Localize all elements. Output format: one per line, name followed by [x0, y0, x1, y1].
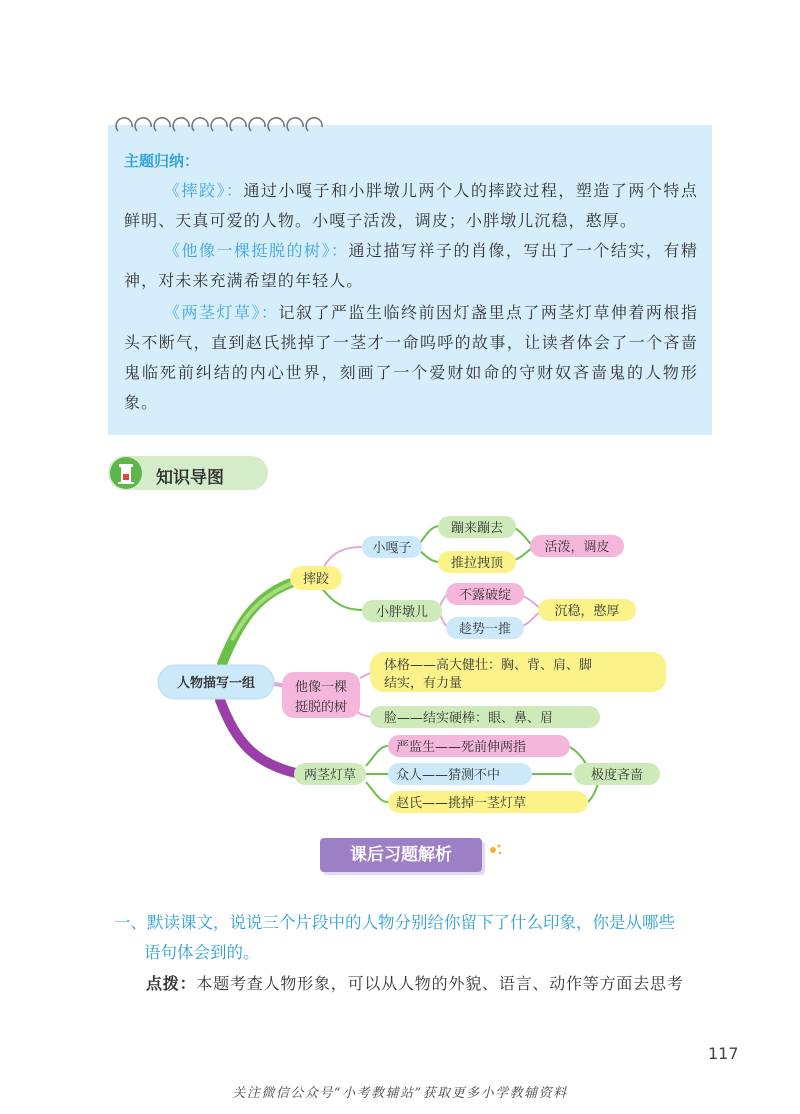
node-xiaopang-label: 小胖墩儿	[375, 605, 429, 620]
section-title: 知识导图	[156, 468, 224, 488]
node-lian-label: 脸——结实硬棒：眼、鼻、眉	[384, 711, 554, 726]
node-root-label: 人物描写一组	[176, 676, 256, 691]
question-line-1: 默读课文，说说三个片段中的人物分别给你留下了什么印象，你是从哪些	[147, 913, 675, 932]
exercise-banner	[320, 838, 482, 872]
question-1	[114, 908, 724, 968]
node-chenwen-label: 沉稳，憨厚	[554, 604, 620, 619]
node-jidu-label: 极度吝啬	[590, 768, 644, 783]
node-chenshi-label: 趁势一推	[458, 622, 512, 637]
node-huopo-label: 活泼，调皮	[544, 540, 610, 555]
stem-shuaijiao	[222, 580, 300, 664]
book-title: 《摔跤》：	[164, 181, 244, 200]
node-benglai-label: 蹦来蹦去	[450, 521, 504, 536]
question-number: 一、	[114, 913, 147, 932]
node-tree-label-1: 他像一棵	[294, 680, 348, 695]
summary-item-shuaijiao	[124, 176, 698, 236]
hint-text: 本题考查人物形象，可以从人物的外貌、语言、动作等方面去思考	[196, 974, 684, 993]
summary-text: 记叙了严监生临终前因灯盏里点了两茎灯草伸着两根指头不断气，直到赵氏挑掉了一茎才一命呜呼的故事，让读者体会了一个吝啬鬼临死前纠结的内心世界，刻画了一个爱财如命的守财奴吝啬鬼的人物形象。	[124, 303, 699, 412]
summary-title: 主题归纳：	[124, 152, 200, 170]
book-title: 《两茎灯草》：	[164, 303, 279, 322]
node-tige-label-2: 结实，有力量	[384, 676, 463, 691]
node-xiaogazi-label: 小嘎子	[372, 541, 412, 556]
node-yanjiansheng-label: 严监生——死前伸两指	[396, 740, 527, 755]
summary-item-tree	[124, 236, 698, 296]
book-title: 《他像一棵挺脱的树》：	[164, 241, 349, 260]
summary-text: 通过小嘎子和小胖墩儿两个人的摔跤过程，塑造了两个特点鲜明、天真可爱的人物。小嘎子活泼，调皮；小胖墩儿沉稳，憨厚。	[124, 181, 698, 230]
summary-item-dengcao	[124, 298, 698, 418]
hint	[146, 970, 726, 998]
hint-label: 点拨：	[146, 974, 197, 993]
node-dengcao-label: 两茎灯草	[303, 768, 357, 783]
node-bulou-label: 不露破绽	[458, 588, 512, 603]
page-number: 117	[708, 1044, 739, 1063]
node-zhongren-label: 众人——猜测不中	[396, 768, 501, 783]
question-line-2: 语句体会到的。	[144, 943, 260, 962]
footer-note: 关注微信公众号“小考教辅站”获取更多小学教辅资料	[232, 1086, 568, 1101]
spiral-binding-icon	[112, 113, 342, 137]
node-tree-label-2: 挺脱的树	[294, 700, 348, 715]
node-tuila-label: 推拉拽顶	[450, 556, 504, 571]
mind-map	[150, 508, 670, 818]
node-shuaijiao-label: 摔跤	[302, 572, 330, 587]
exercise-banner-label: 课后习题解析	[350, 845, 452, 865]
decorative-dots-icon	[488, 843, 502, 857]
node-zhaoshi-label: 赵氏——挑掉一茎灯草	[396, 796, 527, 811]
summary-text: 通过描写祥子的肖像，写出了一个结实，有精神，对未来充满希望的年轻人。	[124, 241, 698, 290]
flask-icon	[110, 457, 142, 489]
node-tige-label-1: 体格——高大健壮：胸、背、肩、脚	[384, 658, 593, 673]
